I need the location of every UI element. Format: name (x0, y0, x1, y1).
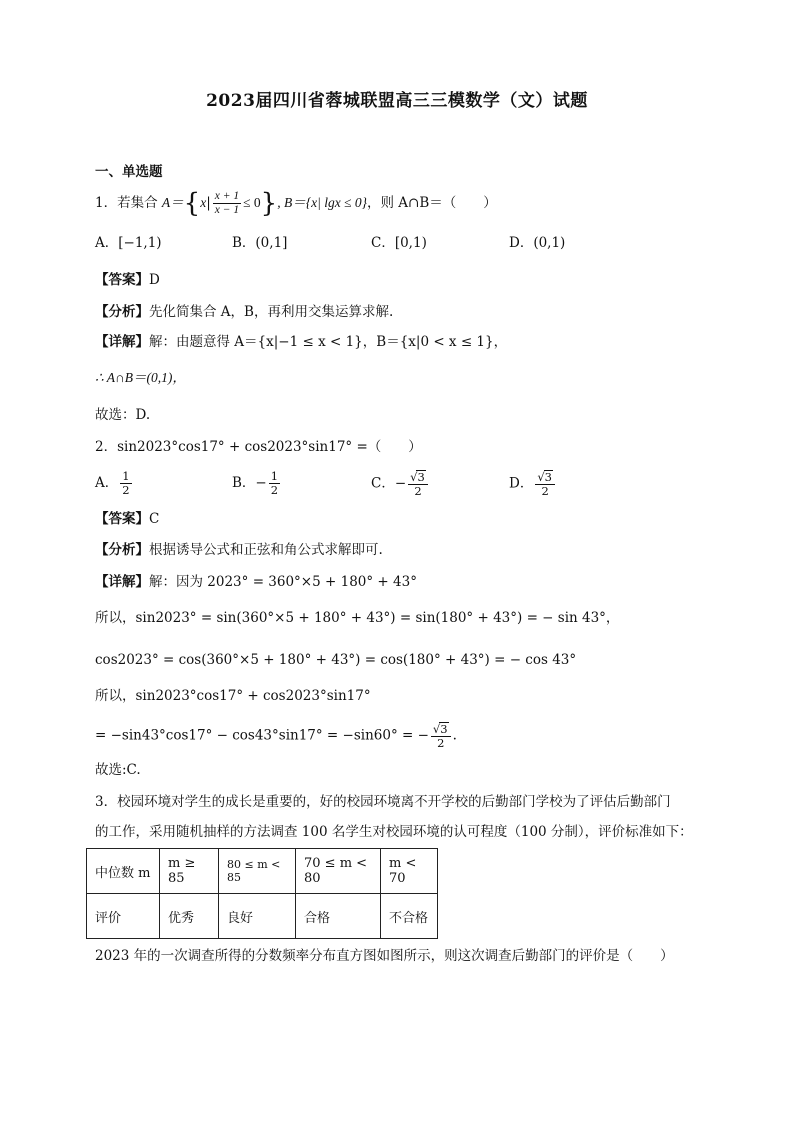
option-label: B．− (232, 475, 267, 491)
analysis-tag: 【分析】 (95, 304, 149, 320)
table-cell: 不合格 (381, 894, 438, 939)
option-label: A． (95, 475, 119, 491)
q2-stem: 2．sin2023°cos17° + cos2023°sin17° =（ ） (95, 439, 422, 455)
frac-num: 1 (122, 469, 130, 483)
derivation-text: = −sin43°cos17° − cos43°sin17° = −sin60° = − (95, 727, 429, 744)
q1-number: 1．若集合 (95, 195, 158, 211)
frac-num: √3 (408, 470, 428, 485)
q2-option-a (95, 470, 134, 497)
brace-open: { (183, 188, 201, 219)
q1-ask: ，则 A∩B＝（ ） (367, 195, 497, 211)
table-row (87, 894, 438, 939)
frac-num: √3 (431, 722, 451, 737)
q2-option-b (232, 470, 282, 497)
sqrt-radicand: 3 (440, 722, 448, 736)
q1-detail-2: ∴ A∩B＝(0,1)， (95, 370, 186, 385)
q1-frac-den: x − 1 (214, 204, 240, 216)
q2-d-fraction (535, 470, 555, 498)
detail-text: 解：因为 2023° = 360°×5 + 180° + 43° (149, 574, 417, 590)
sqrt-radicand: 3 (417, 470, 425, 484)
q2-b-fraction (269, 470, 280, 497)
frac-den: 2 (437, 736, 445, 750)
q3-stem-2: 的工作，采用随机抽样的方法调查 100 名学生对校园环境的认可程度（100 分制），评价标准如下： (95, 824, 693, 840)
frac-num: 1 (270, 469, 279, 483)
q2-analysis (95, 540, 383, 560)
table-cell: 70 ≤ m < 80 (296, 849, 381, 894)
q2-derivation-3: 所以，sin2023°cos17° + cos2023°sin17° (95, 688, 371, 704)
table-row (87, 849, 438, 894)
analysis-tag: 【分析】 (95, 542, 149, 558)
q1-option-d: D．(0,1) (509, 235, 566, 251)
q1-fraction (213, 190, 241, 217)
analysis-text: 根据诱导公式和正弦和角公式求解即可. (149, 542, 383, 558)
answer-tag: 【答案】 (95, 272, 149, 288)
detail-tag: 【详解】 (95, 334, 149, 350)
q2-a-fraction (120, 470, 131, 497)
q1-detail (95, 332, 507, 352)
q1-setA-tail: ≤ 0 (243, 195, 261, 210)
q1-answer (95, 270, 160, 290)
section-heading: 一、单选题 (95, 164, 163, 180)
sqrt-radicand: 3 (544, 470, 552, 484)
q1-option-a: A．[−1,1) (95, 235, 162, 251)
page-title: 2023届四川省蓉城联盟高三三模数学（文）试题 (206, 91, 588, 111)
answer-value: C (149, 511, 160, 527)
q1-option-c: C．[0,1) (371, 235, 427, 251)
q1-option-b: B．(0,1] (232, 235, 288, 251)
q3-stem-1: 3．校园环境对学生的成长是重要的，好的校园环境离不开学校的后勤部门学校为了评估后勤部门 (95, 794, 671, 810)
frac-den: 2 (414, 484, 422, 498)
q1-analysis (95, 302, 393, 322)
q2-derivation-4 (95, 722, 457, 750)
q2-derivation-1: 所以，sin2023° = sin(360°×5 + 180° + 43°) = sin(180° + 43°) = − sin 43°， (95, 610, 620, 626)
q1-frac-num: x + 1 (214, 190, 240, 202)
q2-option-c (371, 470, 430, 498)
frac-den: 2 (270, 483, 279, 497)
option-label: C．− (371, 475, 407, 492)
detail-text: 解：由题意得 A＝{x|−1 ≤ x < 1}，B＝{x|0 < x ≤ 1}， (149, 334, 508, 350)
q1-conclusion: 故选：D. (95, 407, 151, 423)
derivation-end: . (452, 727, 457, 744)
table-cell: 合格 (296, 894, 381, 939)
q1-setA-prefix: A＝ (161, 195, 184, 210)
q2-result-fraction (431, 722, 451, 750)
q2-option-d (509, 470, 557, 498)
q1-setB: , B＝{x| lgx ≤ 0} (277, 195, 367, 210)
q2-derivation-2: cos2023° = cos(360°×5 + 180° + 43°) = cos(180° + 43°) = − cos 43° (95, 652, 577, 668)
table-cell: 评价 (87, 894, 160, 939)
q2-detail (95, 572, 417, 592)
table-cell: 优秀 (160, 894, 219, 939)
option-label: D． (509, 475, 534, 492)
table-cell: m ≥ 85 (160, 849, 219, 894)
q1-setA-var: x (200, 195, 207, 210)
answer-value: D (149, 272, 160, 288)
brace-close: } (260, 188, 278, 219)
q1-stem: 1．若集合 A＝{x| $\frac{x + 1}{x - 1}$ ≤ 0}, B＝{x| lgx ≤ 0}，则 A∩B＝（ ） (95, 188, 497, 219)
q2-conclusion: 故选:C. (95, 762, 141, 778)
table-cell: 良好 (219, 894, 296, 939)
frac-den: 2 (122, 483, 130, 497)
answer-tag: 【答案】 (95, 511, 149, 527)
detail-tag: 【详解】 (95, 574, 149, 590)
frac-den: 2 (541, 484, 549, 498)
q3-stem-3: 2023 年的一次调查所得的分数频率分布直方图如图所示，则这次调查后勤部门的评价是（ ） (95, 948, 674, 964)
q2-c-fraction (408, 470, 428, 498)
analysis-text: 先化简集合 A，B，再利用交集运算求解. (149, 304, 394, 320)
frac-num: √3 (535, 470, 555, 485)
table-cell: 中位数 m (87, 849, 160, 894)
table-cell: 80 ≤ m < 85 (219, 849, 296, 894)
q2-answer (95, 509, 159, 529)
table-cell: m < 70 (381, 849, 438, 894)
grading-table (86, 848, 438, 939)
